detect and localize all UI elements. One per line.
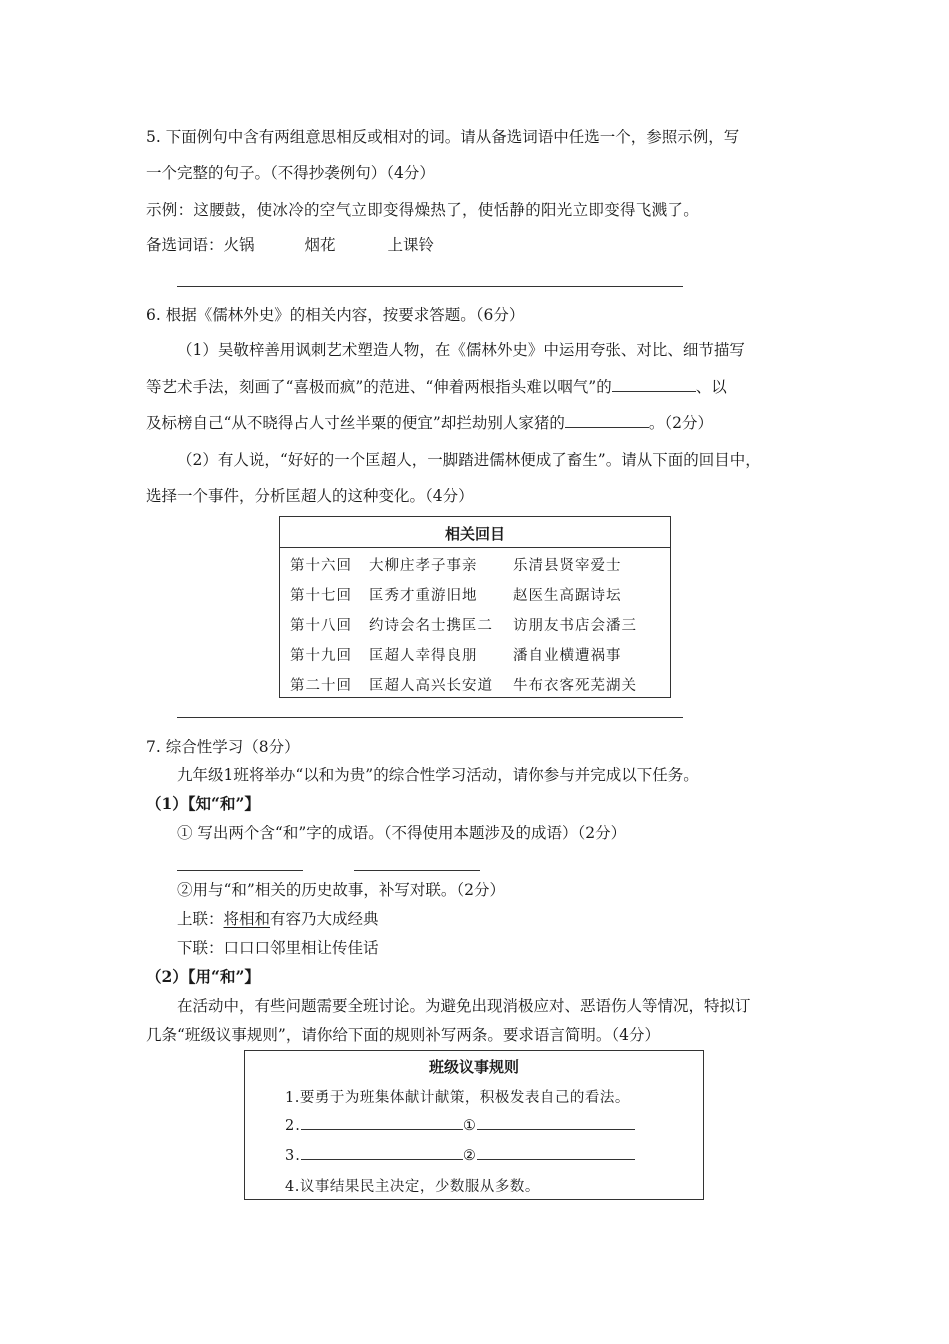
row5-a: 匡超人高兴长安道	[369, 678, 493, 694]
chapters-table-divider	[280, 547, 670, 548]
q5-example: 示例：这腰鼓，使冰冷的空气立即变得燥热了，使恬静的阳光立即变得飞溅了。	[146, 201, 700, 219]
rule-2-blank-b[interactable]	[477, 1115, 635, 1130]
row3-b: 访朋友书店会潘三	[513, 618, 637, 634]
rule-2-blank-a[interactable]	[301, 1115, 463, 1130]
rule-3-blank-a[interactable]	[301, 1145, 463, 1160]
q6-answer-line[interactable]	[177, 717, 683, 718]
row2-num: 第十七回	[290, 588, 352, 604]
q5-option-3: 上课铃	[387, 236, 435, 254]
q7-title: 7. 综合性学习（8分）	[146, 738, 300, 756]
row3-num: 第十八回	[290, 618, 352, 634]
chapters-table	[279, 516, 671, 698]
row5-b: 牛布衣客死芜湖关	[513, 678, 637, 694]
rule-2-mark: ①	[462, 1118, 477, 1134]
rules-title: 班级议事规则	[428, 1058, 519, 1076]
couplet-upper-underlined: 将相和	[223, 910, 271, 928]
idiom-answer-line-2[interactable]	[354, 870, 480, 871]
rule-4: 4.议事结果民主决定，少数服从多数。	[285, 1179, 540, 1195]
rule-3	[285, 1145, 635, 1164]
q6-p1-line2-tail: 、以	[695, 378, 727, 396]
q7-s1-q2: ②用与“和”相关的历史故事，补写对联。（2分）	[177, 881, 505, 899]
row2-b: 赵医生高踞诗坛	[513, 588, 622, 604]
rule-3-mark: ②	[462, 1148, 477, 1164]
rule-3-blank-b[interactable]	[477, 1145, 635, 1160]
q6-p2-line1: （2）有人说，“好好的一个匡超人，一脚踏进儒林便成了畜生”。请从下面的回目中，	[177, 451, 761, 469]
row4-b: 潘自业横遭祸事	[513, 648, 622, 664]
q6-p1-line3-text: 及标榜自己“从不晓得占人寸丝半粟的便宜”却拦劫别人家猪的	[146, 414, 565, 432]
q7-s2-line1: 在活动中，有些问题需要全班讨论。为避免出现消极应对、恶语伤人等情况，特拟订	[177, 997, 751, 1015]
rule-2	[285, 1115, 635, 1134]
couplet-lower: 下联：口口口邻里相让传佳话	[177, 939, 379, 957]
row4-a: 匡超人幸得良朋	[369, 648, 478, 664]
q6-blank-2[interactable]	[565, 413, 649, 428]
rule-3-num: 3.	[285, 1148, 301, 1164]
q5-option-2: 烟花	[304, 236, 336, 254]
couplet-upper-rest: 有容乃大成经典	[270, 910, 379, 928]
q6-blank-1[interactable]	[612, 377, 696, 392]
couplet-upper	[177, 909, 379, 929]
q5-line1: 5. 下面例句中含有两组意思相反或相对的词。请从备选词语中任选一个，参照示例，写	[146, 128, 740, 146]
row5-num: 第二十回	[290, 678, 352, 694]
chapters-table-title: 相关回目	[444, 525, 505, 543]
q7-intro: 九年级1班将举办“以和为贵”的综合性学习活动，请你参与并完成以下任务。	[177, 766, 699, 784]
q7-s2-title: （2）【用“和”】	[146, 967, 260, 986]
q6-title: 6. 根据《儒林外史》的相关内容，按要求答题。（6分）	[146, 306, 525, 324]
rules-box	[244, 1050, 704, 1200]
row4-num: 第十九回	[290, 648, 352, 664]
q7-s1-q1: ① 写出两个含“和”字的成语。（不得使用本题涉及的成语）（2分）	[177, 824, 627, 842]
q5-line2: 一个完整的句子。（不得抄袭例句）（4分）	[146, 164, 435, 182]
q7-s2-line2: 几条“班级议事规则”，请你给下面的规则补写两条。要求语言简明。（4分）	[146, 1026, 660, 1044]
q5-answer-line[interactable]	[177, 286, 683, 287]
row1-num: 第十六回	[290, 558, 352, 574]
q5-options-label: 备选词语：	[146, 236, 224, 254]
row3-a: 约诗会名士携匡二	[369, 618, 493, 634]
row1-a: 大柳庄孝子事亲	[369, 558, 478, 574]
q6-p1-line1: （1）吴敬梓善用讽刺艺术塑造人物，在《儒林外史》中运用夸张、对比、细节描写	[177, 341, 745, 359]
q5-option-1: 火锅	[223, 236, 255, 254]
row2-a: 匡秀才重游旧地	[369, 588, 478, 604]
couplet-upper-label: 上联：	[177, 910, 224, 928]
q6-p1-line2	[146, 377, 727, 397]
q5-options	[146, 235, 434, 255]
rule-1: 1.要勇于为班集体献计献策，积极发表自己的看法。	[285, 1090, 630, 1106]
q7-s1-title: （1）【知“和”】	[146, 794, 260, 813]
q6-p2-line2: 选择一个事件，分析匡超人的这种变化。（4分）	[146, 487, 474, 505]
q6-p1-line2-text: 等艺术手法，刻画了“喜极而疯”的范进、“伸着两根指头难以咽气”的	[146, 378, 612, 396]
q6-p1-line3-tail: 。（2分）	[648, 414, 713, 432]
q6-p1-line3	[146, 413, 713, 433]
idiom-answer-line-1[interactable]	[177, 870, 303, 871]
row1-b: 乐清县贤宰爱士	[513, 558, 622, 574]
rule-2-num: 2.	[285, 1118, 301, 1134]
